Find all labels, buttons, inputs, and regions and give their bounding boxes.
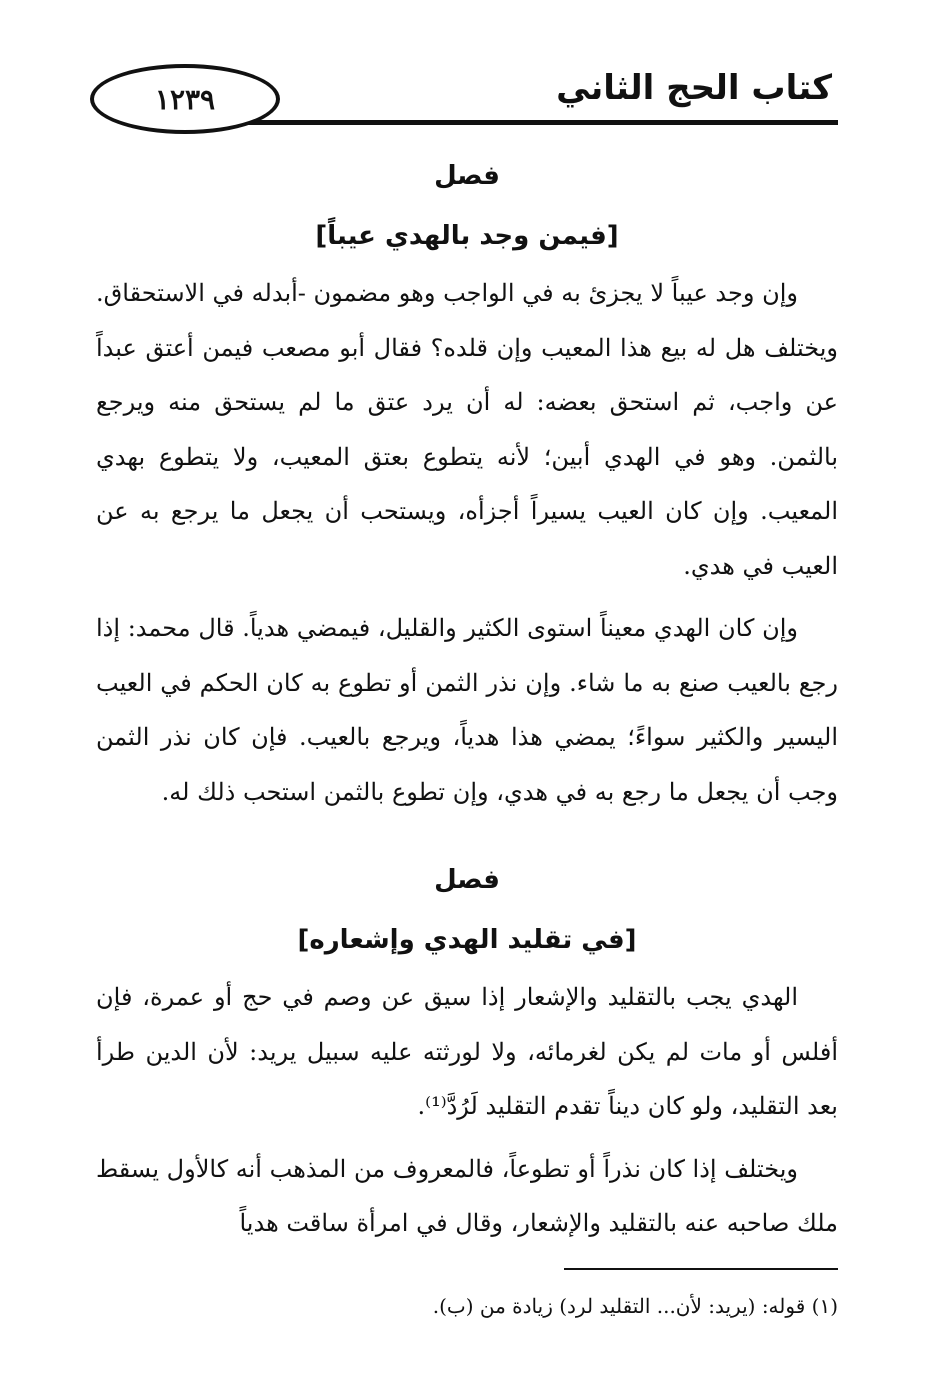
section-subtitle: [فيمن وجد بالهدي عيباً] — [315, 221, 619, 251]
paragraph: وإن وجد عيباً لا يجزئ به في الواجب وهو مضمون -أبدله في الاستحقاق. ويختلف هل له بيع هذا المعيب وإن قلده؟ فقال أبو مصعب فيمن أعتق عبداً عن واجب، ثم استحق بعضه: له أن يرد عتق ما لم يستحق منه ويرجع بالثمن. وهو في الهدي أبين؛ لأنه يتطوع بعتق المعيب، ولا يتطوع بهدي المعيب. وإن كان العيب يسيراً أجزأه، ويستحب أن يجعل ما يرجع به عن العيب في هدي. — [96, 279, 838, 580]
page-number-badge — [90, 64, 280, 134]
paragraph: وإن كان الهدي معيناً استوى الكثير والقليل، فيمضي هدياً. قال محمد: إذا رجع بالعيب صنع به ما شاء. وإن نذر الثمن أو تطوع به كان الحكم في العيب اليسير والكثير سواءً؛ يمضي هذا هدياً، ويرجع بالعيب. فإن كان نذر الثمن وجب أن يجعل ما رجع به في هدي، وإن تطوع بالثمن استحب ذلك له. — [96, 614, 838, 806]
paragraph: ويختلف إذا كان نذراً أو تطوعاً، فالمعروف من المذهب أنه كالأول يسقط ملك صاحبه عنه بالتقليد والإشعار، وقال في امرأة ساقت هدياً — [96, 1154, 838, 1237]
section-subtitle: [في تقليد الهدي وإشعاره] — [297, 925, 637, 955]
section-2 — [96, 850, 838, 1251]
paragraph: الهدي يجب بالتقليد والإشعار إذا سيق عن وصم في حج أو عمرة، فإن أفلس أو مات لم يكن لغرمائه، ولا لورثته عليه سبيل يريد: لأن الدين طرأ بعد التقليد، ولو كان ديناً تقدم التقليد لَرُدَّ⁽¹⁾. — [96, 983, 838, 1120]
footnote-divider — [564, 1268, 838, 1270]
footnote: (١) قوله: (يريد: لأن... التقليد لرد) زيادة من (ب). — [432, 1294, 838, 1318]
page-header — [84, 58, 838, 132]
section-heading: فصل — [434, 865, 500, 895]
section-1 — [96, 146, 838, 819]
section-heading: فصل — [434, 161, 500, 191]
header-rule — [194, 120, 838, 125]
page-number: ١٢٣٩ — [154, 82, 216, 116]
book-title: كتاب الحج الثاني — [556, 68, 832, 108]
